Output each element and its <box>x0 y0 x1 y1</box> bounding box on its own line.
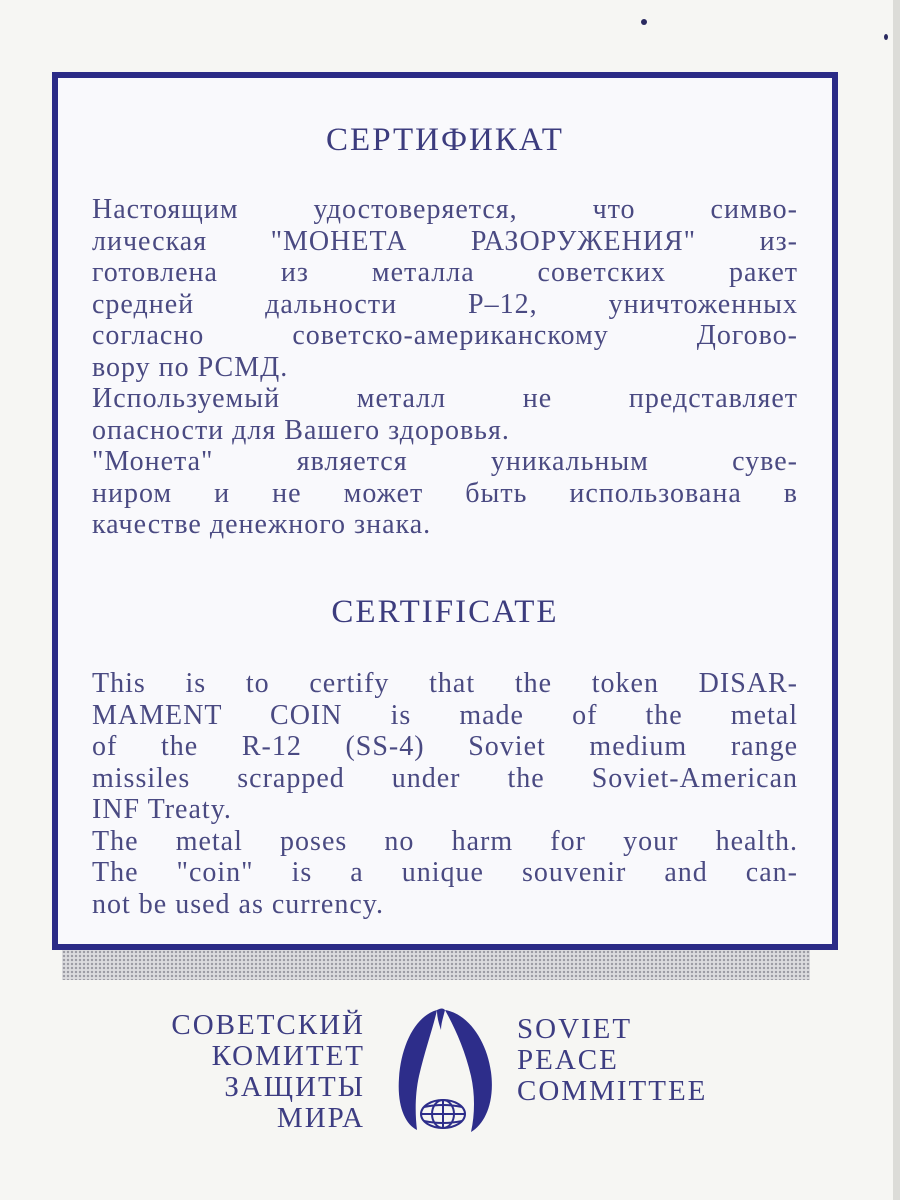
text-ru-line: вору по РСМД. <box>92 351 289 383</box>
org-name-ru-line: КОМИТЕТ <box>211 1040 365 1072</box>
text-ru-line: Используемый металл не представляет <box>92 383 798 414</box>
text-ru-line: средней дальности Р–12, уничтоженных <box>92 288 798 320</box>
org-name-en-line: COMMITTEE <box>517 1075 708 1107</box>
text-en-line: not be used as currency. <box>92 888 384 920</box>
text-ru-line: "Монета" является уникальным суве- <box>92 446 798 477</box>
text-en-line: INF Treaty. <box>92 794 232 825</box>
ink-speck <box>641 19 647 25</box>
text-ru-line: ниром и не может быть использована в <box>92 477 798 509</box>
title-en: CERTIFICATE <box>331 594 559 630</box>
org-name-ru-line: МИРА <box>276 1102 365 1134</box>
text-ru-line: Настоящим удостоверяется, что симво- <box>92 194 798 225</box>
org-name-en-line: PEACE <box>517 1044 619 1076</box>
text-ru-line: качестве денежного знака. <box>92 509 432 540</box>
text-en-line: missiles scrapped under the Soviet-American <box>92 762 798 794</box>
text-ru-line: опасности для Вашего здоровья. <box>92 414 510 446</box>
text-ru-line: готовлена из металла советских ракет <box>92 257 798 288</box>
certificate-frame <box>52 72 838 950</box>
text-en-line: The "coin" is a unique souvenir and can- <box>92 857 798 888</box>
text-ru <box>92 194 798 541</box>
org-name-ru-line: ЗАЩИТЫ <box>224 1071 365 1103</box>
text-en-line: This is to certify that the token DISAR- <box>92 668 798 699</box>
text-en-line: The metal poses no harm for your health. <box>92 825 798 857</box>
text-ru-line: лическая "МОНЕТА РАЗОРУЖЕНИЯ" из- <box>92 225 798 257</box>
org-name-en <box>517 1014 777 1107</box>
org-name-ru <box>130 1010 365 1134</box>
org-name-ru-line: СОВЕТСКИЙ <box>171 1009 365 1041</box>
title-ru: СЕРТИФИКАТ <box>326 122 564 158</box>
dove-globe-emblem-icon <box>375 1006 510 1136</box>
text-en-line: MAMENT COIN is made of the metal <box>92 699 798 731</box>
text-en-line: of the R-12 (SS-4) Soviet medium range <box>92 731 798 762</box>
halftone-band <box>62 950 810 980</box>
paper-edge <box>893 0 900 1200</box>
ink-speck <box>884 34 888 40</box>
text-en <box>92 668 798 920</box>
org-name-en-line: SOVIET <box>517 1013 633 1045</box>
text-ru-line: согласно советско-американскому Догово- <box>92 320 798 351</box>
